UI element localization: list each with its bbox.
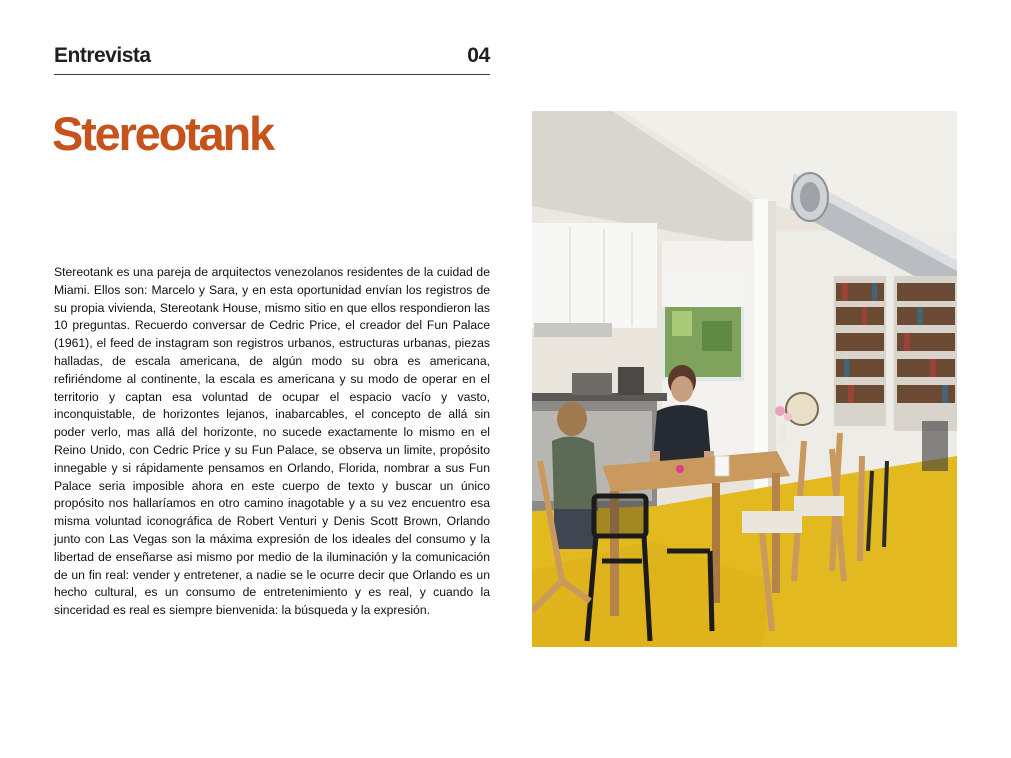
section-label: Entrevista bbox=[54, 44, 151, 67]
article-body: Stereotank es una pareja de arquitectos venezolanos residentes de la cuidad de Miami. Ellos son: Marcelo y Sara, y en esta oportunidad envían los registros de su propia vivienda, Stereotank House, mismo sitio en que ellos respondieron las 10 preguntas. Recuerdo conversar de Cedric Price, el creador del Fun Palace (1961), el feed de instagram son registros urbanos, estructuras urbanas, piezas halladas, de escala americana, de algún modo su obra es americana, refiriéndome al continente, la escala es americana y su modo de operar en el territorio y captan esa voluntad de ocupar el espacio vacío y vasto, inconquistable, de horizontes lejanos, inabarcables, el concepto de allá sin poder verlo, mas allá del horizonte, no sucede exactamente lo mismo en el Reino Unido, con Cedric Price y su Fun Palace, se observa un limite, propósito innegable y si rápidamente pensamos en Orlando, Florida, nombrar a sus Fun Palace seria imposible ahora en este cuerpo de texto y buscar un único propósito nos hallaríamos en otro camino inagotable y a su vez encuentro esa misma voluntad iconográfica de Robert Venturi y Denis Scott Brown, Orlando junto con Las Vegas son la máxima expresión de los ideales del consumo y la libertad de enseñarse asi mismo por medio de la iluminación y la comunicación de un fin real: vender y entretener, a nadie se le ocurre decir que Orlando es un hecho cultural, es un consumo de entretenimiento y es real, y cuando la sinceridad es real es siempre bienvenida: la búsqueda y la expresión. bbox=[54, 265, 490, 618]
interior-photo-illustration bbox=[532, 111, 957, 647]
interior-photo bbox=[532, 111, 957, 647]
page-header bbox=[54, 44, 490, 75]
page-number: 04 bbox=[467, 44, 490, 67]
article-title: Stereotank bbox=[52, 107, 273, 160]
